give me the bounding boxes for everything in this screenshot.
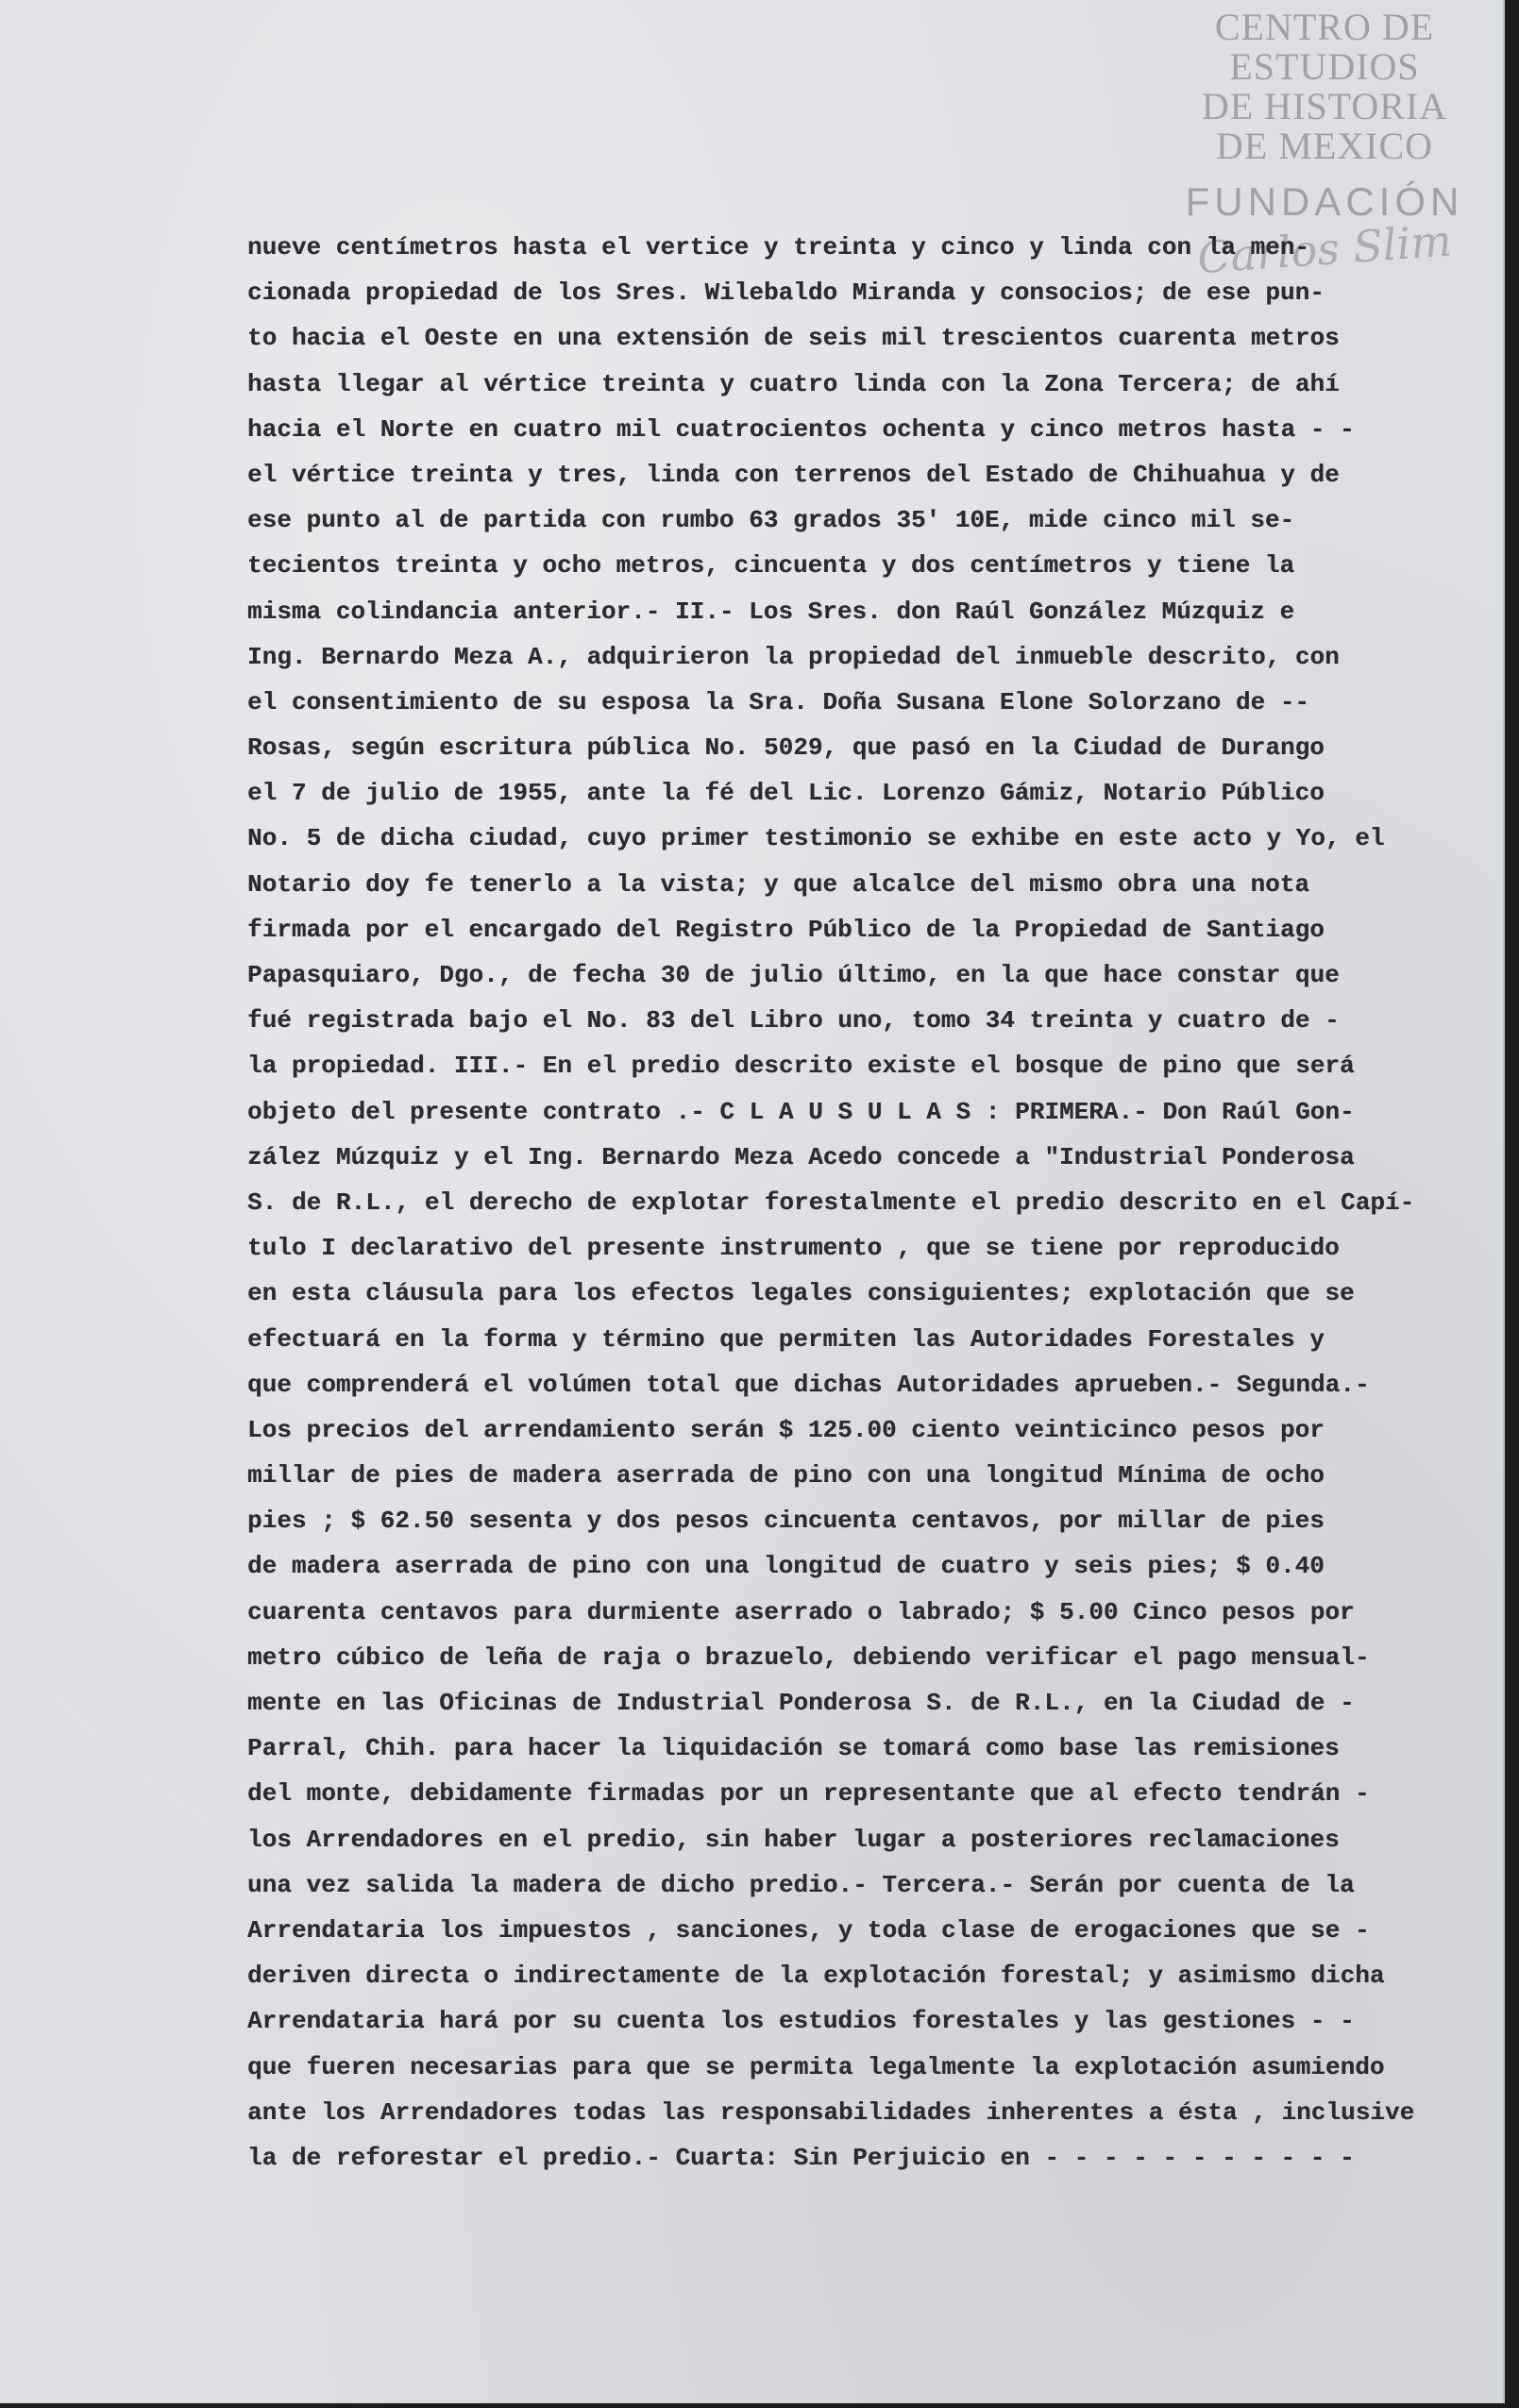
text-line: mente en las Oficinas de Industrial Ponderosa S. de R.L., en la Ciudad de -: [247, 1689, 1355, 1717]
text-line: cuarenta centavos para durmiente aserrado o labrado; $ 5.00 Cinco pesos por: [247, 1597, 1355, 1626]
watermark-line: ESTUDIOS: [1229, 45, 1420, 88]
text-line: que comprenderá el volúmen total que dichas Autoridades aprueben.- Segunda.-: [247, 1370, 1370, 1399]
text-line: zález Múzquiz y el Ing. Bernardo Meza Acedo concede a "Industrial Ponderosa: [247, 1142, 1355, 1171]
text-line: pies ; $ 62.50 sesenta y dos pesos cincuenta centavos, por millar de pies: [247, 1507, 1325, 1536]
text-line: S. de R.L., el derecho de explotar forestalmente el predio descrito en el Capí-: [247, 1187, 1415, 1217]
text-line: Los precios del arrendamiento serán $ 125.00 ciento veinticinco pesos por: [247, 1415, 1325, 1444]
text-line: millar de pies de madera aserrada de pino con una longitud Mínima de ocho: [247, 1461, 1325, 1490]
text-line: objeto del presente contrato .- C L A U S U L A S : PRIMERA.- Don Raúl Gon-: [247, 1097, 1355, 1126]
text-line: Arrendataria hará por su cuenta los estudios forestales y las gestiones - -: [247, 2007, 1355, 2036]
text-line: Ing. Bernardo Meza A., adquirieron la propiedad del inmueble descrito, con: [247, 642, 1340, 671]
text-line: la propiedad. III.- En el predio descrito existe el bosque de pino que será: [247, 1052, 1355, 1081]
watermark-line: DE MEXICO: [1215, 125, 1434, 167]
text-line: una vez salida la madera de dicho predio.- Tercera.- Serán por cuenta de la: [247, 1870, 1355, 1899]
text-line: misma colindancia anterior.- II.- Los Sres. don Raúl González Múzquiz e: [247, 597, 1295, 626]
text-line: fué registrada bajo el No. 83 del Libro uno, tomo 34 treinta y cuatro de -: [247, 1006, 1340, 1036]
text-line: No. 5 de dicha ciudad, cuyo primer testimonio se exhibe en este acto y Yo, el: [247, 824, 1385, 853]
text-line: hacia el Norte en cuatro mil cuatrocientos ochenta y cinco metros hasta - -: [247, 414, 1355, 444]
text-line: tulo I declarativo del presente instrumento , que se tiene por reproducido: [247, 1234, 1340, 1263]
text-line: en esta cláusula para los efectos legales consiguientes; explotación que se: [247, 1279, 1355, 1308]
text-line: Papasquiaro, Dgo., de fecha 30 de julio último, en la que hace constar que: [247, 961, 1340, 989]
text-line: deriven directa o indirectamente de la explotación forestal; y asimismo dicha: [247, 1962, 1385, 1991]
watermark-foundation: FUNDACIÓN: [1185, 179, 1464, 224]
text-line: el vértice treinta y tres, linda con terrenos del Estado de Chihuahua y de: [247, 460, 1340, 489]
text-line: to hacia el Oeste en una extensión de seis mil trescientos cuarenta metros: [247, 324, 1340, 353]
text-line: Notario doy fe tenerlo a la vista; y que alcalce del mismo obra una nota: [247, 869, 1309, 899]
text-line: ante los Arrendadores todas las responsabilidades inherentes a ésta , inclusive: [247, 2097, 1415, 2127]
text-line: metro cúbico de leña de raja o brazuelo, debiendo verificar el pago mensual-: [247, 1642, 1370, 1672]
text-line: Rosas, según escritura pública No. 5029, que pasó en la Ciudad de Durango: [247, 733, 1325, 763]
text-line: del monte, debidamente firmadas por un representante que al efecto tendrán -: [247, 1779, 1370, 1809]
text-line: Arrendataria los impuestos , sanciones, y toda clase de erogaciones que se -: [247, 1915, 1370, 1945]
typed-text-body: [247, 225, 1503, 2181]
text-line: firmada por el encargado del Registro Público de la Propiedad de Santiago: [247, 915, 1325, 944]
text-line: que fueren necesarias para que se permita legalmente la explotación asumiendo: [247, 2052, 1385, 2081]
watermark-line: DE HISTORIA: [1201, 85, 1448, 127]
text-line: los Arrendadores en el predio, sin haber lugar a posteriores reclamaciones: [247, 1825, 1340, 1854]
text-line: Parral, Chih. para hacer la liquidación se tomará como base las remisiones: [247, 1734, 1340, 1763]
text-line: tecientos treinta y ocho metros, cincuenta y dos centímetros y tiene la: [247, 551, 1295, 581]
text-line: el consentimiento de su esposa la Sra. Doña Susana Elone Solorzano de --: [247, 687, 1309, 716]
watermark-line: CENTRO DE: [1214, 6, 1435, 48]
text-line: ese punto al de partida con rumbo 63 grados 35' 10E, mide cinco mil se-: [247, 506, 1295, 535]
watermark-signature: Carlos Slim: [1195, 214, 1454, 284]
text-line: el 7 de julio de 1955, ante la fé del Lic. Lorenzo Gámiz, Notario Público: [247, 779, 1325, 808]
text-line: hasta llegar al vértice treinta y cuatro linda con la Zona Tercera; de ahí: [247, 369, 1340, 398]
text-line: la de reforestar el predio.- Cuarta: Sin Perjuicio en - - - - - - - - - - -: [247, 2143, 1355, 2172]
text-line: de madera aserrada de pino con una longitud de cuatro y seis pies; $ 0.40: [247, 1552, 1325, 1581]
text-line: cionada propiedad de los Sres. Wilebaldo Miranda y consocios; de ese pun-: [247, 278, 1325, 308]
text-line: nueve centímetros hasta el vertice y treinta y cinco y linda con la men-: [247, 233, 1309, 261]
text-line: efectuará en la forma y término que permiten las Autoridades Forestales y: [247, 1324, 1325, 1354]
